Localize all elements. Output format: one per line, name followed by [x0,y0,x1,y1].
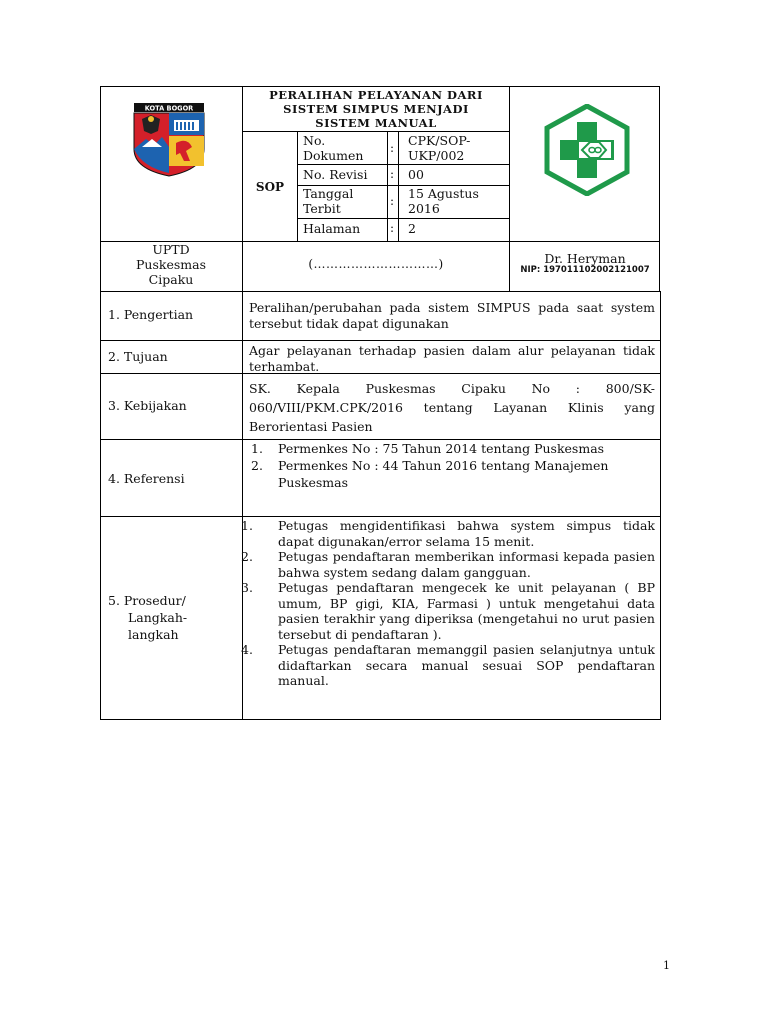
title-line: SISTEM SIMPUS MENJADI [283,102,469,116]
section-label-pengertian: 1. Pengertian [108,307,194,322]
section-text-tujuan: Agar pelayanan terhadap pasien dalam alur pelayanan tidak terhambat. [249,343,655,374]
list-item [249,440,649,457]
meta-value-tanggal-terbit: 15 Agustus 2016 [408,186,479,216]
label-line: 5. Prosedur/ [108,593,186,608]
meta-colon: : [390,167,395,181]
list-text: Permenkes No : 75 Tahun 2014 tentang Puskesmas [278,441,605,456]
list-item [249,457,649,491]
prosedur-steps [241,518,655,689]
list-number: 1. [251,441,263,456]
section-label-prosedur [108,592,187,643]
section-text-pengertian: Peralihan/perubahan pada sistem SIMPUS pada saat system tersebut tidak dapat digunakan [249,300,655,331]
meta-colon: : [390,221,395,235]
step-text: Petugas mengidentifikasi bahwa system simpus tidak dapat digunakan/error selama 15 menit. [278,518,655,549]
sop-label: SOP [255,180,285,194]
logo-city-text: KOTA BOGOR [144,104,194,113]
page-number: 1 [663,959,670,972]
document-title [243,88,509,130]
label-line: Langkah- [128,610,188,625]
meta-label-no-revisi: No. Revisi [303,167,368,182]
unit-name [100,242,242,287]
step-text: Petugas pendaftaran mengecek ke unit pelayanan ( BP umum, BP gigi, KIA, Farmasi ) untuk mengetahui data pasien terakhir yang diperiksa (mengetahui no urut pasien tersebut di pendaftaran ). [278,580,655,642]
step-item [241,642,655,689]
step-item [241,549,655,580]
section-label-tujuan: 2. Tujuan [108,349,168,364]
meta-value-halaman: 2 [408,221,416,236]
unit-line: Puskesmas [136,257,206,272]
section-label-referensi: 4. Referensi [108,471,185,486]
step-text: Petugas pendaftaran memberikan informasi kepada pasien bahwa system sedang dalam gangguan. [278,549,655,580]
step-item [241,580,655,642]
step-number: 2. [241,549,253,564]
label-line: langkah [128,627,179,642]
list-text: Permenkes No : 44 Tahun 2016 tentang Manajemen Puskesmas [278,458,609,490]
meta-colon: : [390,194,395,208]
meta-value-no-revisi: 00 [408,167,424,182]
puskesmas-logo [544,104,630,196]
step-number: 1. [241,518,253,533]
title-line: SISTEM MANUAL [315,116,437,130]
meta-label-tanggal-terbit: Tanggal Terbit [303,186,354,216]
unit-line: Cipaku [148,272,194,287]
list-number: 2. [251,458,263,473]
step-number: 4. [241,642,253,657]
section-label-kebijakan: 3. Kebijakan [108,398,187,413]
step-item [241,518,655,549]
head-nip: NIP: 197011102002121007 [520,265,650,275]
meta-colon: : [390,141,395,155]
step-number: 3. [241,580,253,595]
section-text-kebijakan: SK. Kepala Puskesmas Cipaku No : 800/SK-060/VIII/PKM.CPK/2016 tentang Layanan Klinis yang Berorientasi Pasien [249,381,655,434]
step-text: Petugas pendaftaran memanggil pasien selanjutnya untuk didaftarkan secara manual sesuai SOP pendaftaran manual. [278,642,655,688]
kota-bogor-logo [132,103,206,177]
unit-line: UPTD [152,242,190,257]
meta-label-no-dokumen: No. Dokumen [303,133,364,163]
head-name: Dr. Heryman [544,251,626,266]
signature-placeholder: (…………………………) [308,257,444,271]
meta-value-no-dokumen: CPK/SOP-UKP/002 [408,133,471,163]
title-line: PERALIHAN PELAYANAN DARI [269,88,483,102]
meta-label-halaman: Halaman [303,221,361,236]
referensi-list [249,440,649,491]
